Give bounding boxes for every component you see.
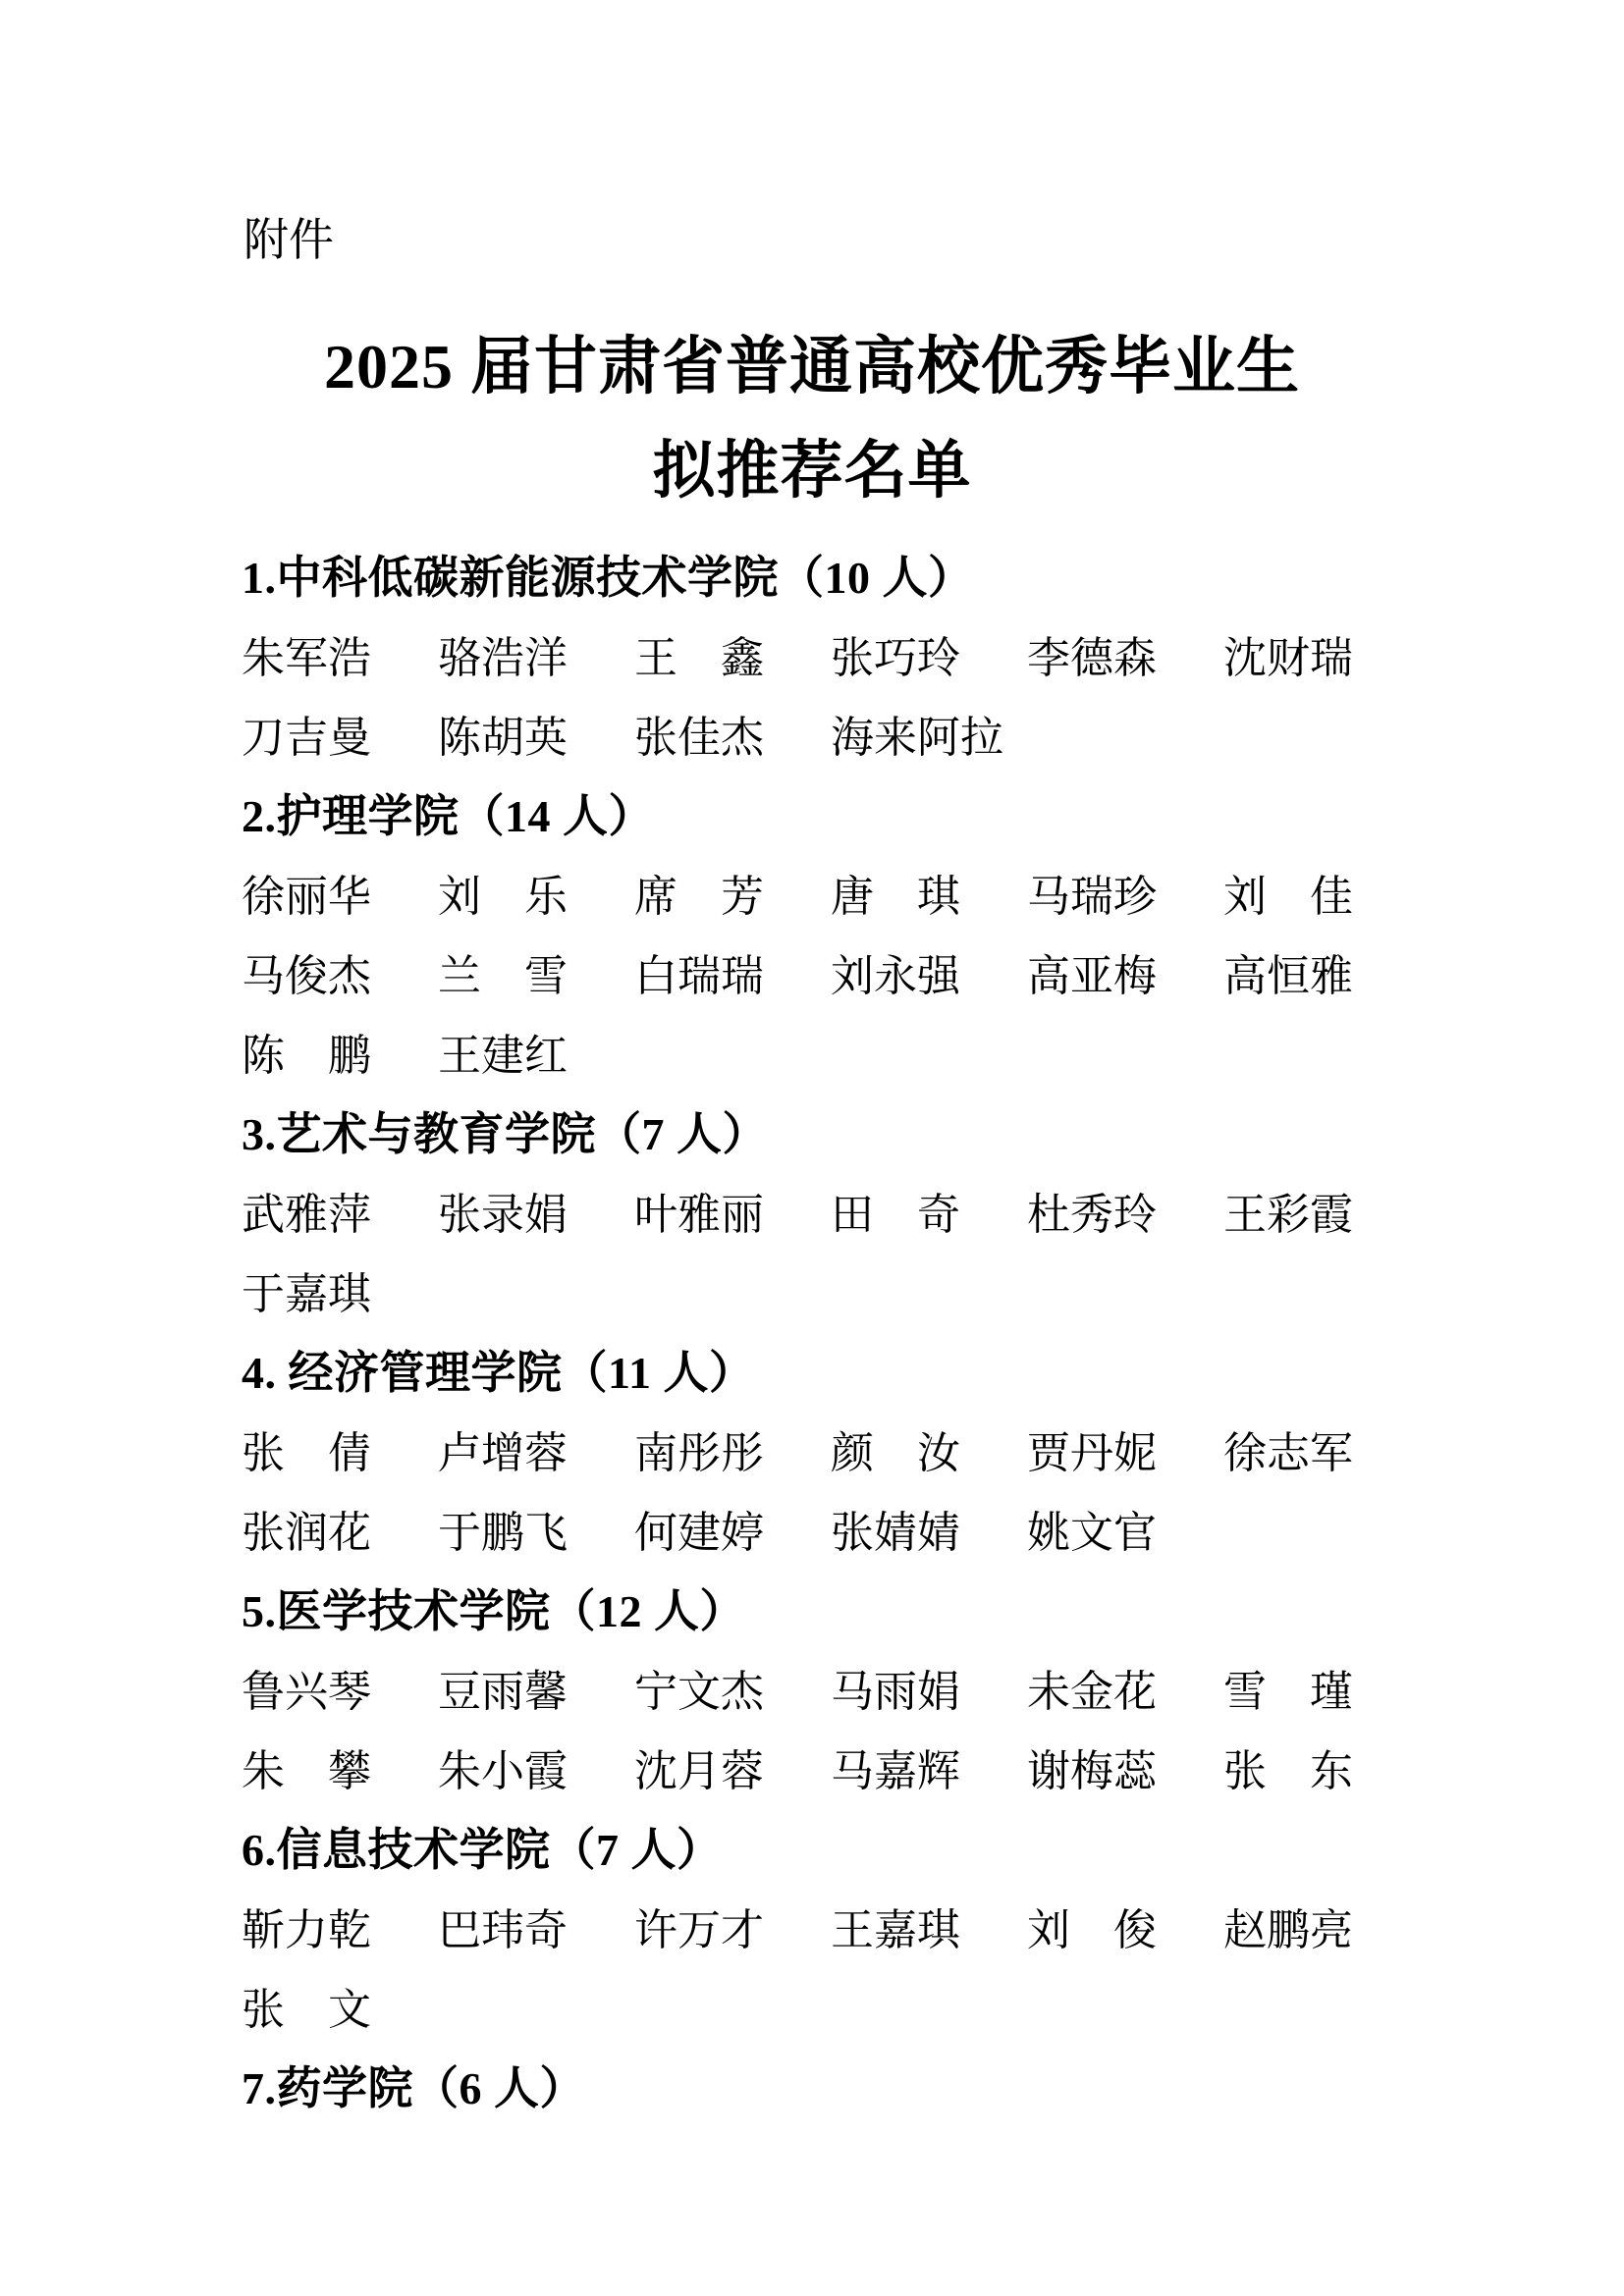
graduate-name: 张 东 — [1223, 1746, 1353, 1795]
graduate-name: 陈 鹏 — [242, 1031, 371, 1080]
graduate-name: 未金花 — [1027, 1667, 1157, 1716]
graduate-name: 沈月蓉 — [634, 1746, 764, 1795]
graduate-name: 张录娟 — [438, 1190, 568, 1239]
graduate-name: 徐丽华 — [242, 872, 371, 921]
graduate-name: 朱小霞 — [438, 1746, 568, 1795]
graduate-name: 王彩霞 — [1223, 1190, 1353, 1239]
graduate-name: 高恒雅 — [1223, 951, 1353, 1000]
graduate-name: 赵鹏亮 — [1223, 1905, 1353, 1954]
graduate-name: 于嘉琪 — [242, 1269, 371, 1318]
graduate-name: 何建婷 — [634, 1508, 764, 1557]
graduate-name: 陈胡英 — [438, 713, 568, 762]
graduate-name: 豆雨馨 — [438, 1667, 568, 1716]
name-row — [242, 1965, 1390, 2045]
document-title-line-2: 拟推荐名单 — [652, 436, 972, 506]
graduate-name: 张佳杰 — [634, 713, 764, 762]
attachment-label: 附件 — [244, 214, 334, 265]
graduate-name: 于鹏飞 — [438, 1508, 568, 1557]
graduate-name: 马雨娟 — [831, 1667, 960, 1716]
name-row — [242, 1011, 1390, 1091]
graduate-name: 张 倩 — [242, 1428, 371, 1477]
graduate-name: 徐志军 — [1223, 1428, 1353, 1477]
graduate-name: 姚文官 — [1027, 1508, 1157, 1557]
graduate-name: 刘 乐 — [438, 872, 568, 921]
graduate-name: 叶雅丽 — [634, 1190, 764, 1239]
section-heading: 7.药学院（6 人） — [242, 2062, 585, 2113]
graduate-name: 鲁兴琴 — [242, 1667, 371, 1716]
document-title-line-1: 2025 届甘肃省普通高校优秀毕业生 — [324, 332, 1300, 401]
graduate-name: 刘 俊 — [1027, 1905, 1157, 1954]
name-row — [242, 1647, 1390, 1727]
graduate-name: 王嘉琪 — [831, 1905, 960, 1954]
name-row — [242, 1250, 1390, 1329]
graduate-name: 刘永强 — [831, 951, 960, 1000]
graduate-name: 武雅萍 — [242, 1190, 371, 1239]
section-heading: 3.艺术与教育学院（7 人） — [242, 1108, 768, 1159]
graduate-name: 靳力乾 — [242, 1905, 371, 1954]
name-row — [242, 932, 1390, 1011]
graduate-name: 马嘉辉 — [831, 1746, 960, 1795]
graduate-sections-list — [242, 534, 1390, 2124]
section-heading: 5.医学技术学院（12 人） — [242, 1585, 745, 1636]
graduate-name: 许万才 — [634, 1905, 764, 1954]
name-row — [242, 1488, 1390, 1568]
name-row — [242, 614, 1390, 693]
graduate-name: 马瑞珍 — [1027, 872, 1157, 921]
graduate-name: 王建红 — [438, 1031, 568, 1080]
graduate-name: 田 奇 — [831, 1190, 960, 1239]
name-row — [242, 693, 1390, 773]
name-row — [242, 1409, 1390, 1488]
graduate-name: 刘 佳 — [1223, 872, 1353, 921]
graduate-name: 海来阿拉 — [831, 713, 1003, 762]
graduate-name: 白瑞瑞 — [634, 951, 764, 1000]
graduate-name: 王 鑫 — [634, 633, 764, 682]
graduate-name: 雪 瑾 — [1223, 1667, 1353, 1716]
name-row — [242, 1727, 1390, 1806]
graduate-name: 兰 雪 — [438, 951, 568, 1000]
name-row — [242, 1170, 1390, 1250]
graduate-name: 张巧玲 — [831, 633, 960, 682]
graduate-name: 贾丹妮 — [1027, 1428, 1157, 1477]
graduate-name: 张润花 — [242, 1508, 371, 1557]
graduate-name: 朱 攀 — [242, 1746, 371, 1795]
graduate-name: 颜 汝 — [831, 1428, 960, 1477]
graduate-name: 张婧婧 — [831, 1508, 960, 1557]
graduate-name: 沈财瑞 — [1223, 633, 1353, 682]
graduate-name: 高亚梅 — [1027, 951, 1157, 1000]
graduate-name: 卢增蓉 — [438, 1428, 568, 1477]
name-row — [242, 1886, 1390, 1965]
graduate-name: 朱军浩 — [242, 633, 371, 682]
graduate-name: 骆浩洋 — [438, 633, 568, 682]
graduate-name: 张 文 — [242, 1985, 371, 2034]
section-heading: 2.护理学院（14 人） — [242, 790, 654, 841]
graduate-name: 巴玮奇 — [438, 1905, 568, 1954]
graduate-name: 谢梅蕊 — [1027, 1746, 1157, 1795]
section-heading: 4. 经济管理学院（11 人） — [242, 1347, 755, 1398]
graduate-name: 李德森 — [1027, 633, 1157, 682]
graduate-name: 马俊杰 — [242, 951, 371, 1000]
graduate-name: 刀吉曼 — [242, 713, 371, 762]
graduate-name: 唐 琪 — [831, 872, 960, 921]
graduate-name: 席 芳 — [634, 872, 764, 921]
section-heading: 1.中科低碳新能源技术学院（10 人） — [242, 552, 974, 603]
graduate-name: 南彤彤 — [634, 1428, 764, 1477]
graduate-name: 杜秀玲 — [1027, 1190, 1157, 1239]
name-row — [242, 852, 1390, 932]
section-heading: 6.信息技术学院（7 人） — [242, 1824, 723, 1875]
graduate-name: 宁文杰 — [634, 1667, 764, 1716]
